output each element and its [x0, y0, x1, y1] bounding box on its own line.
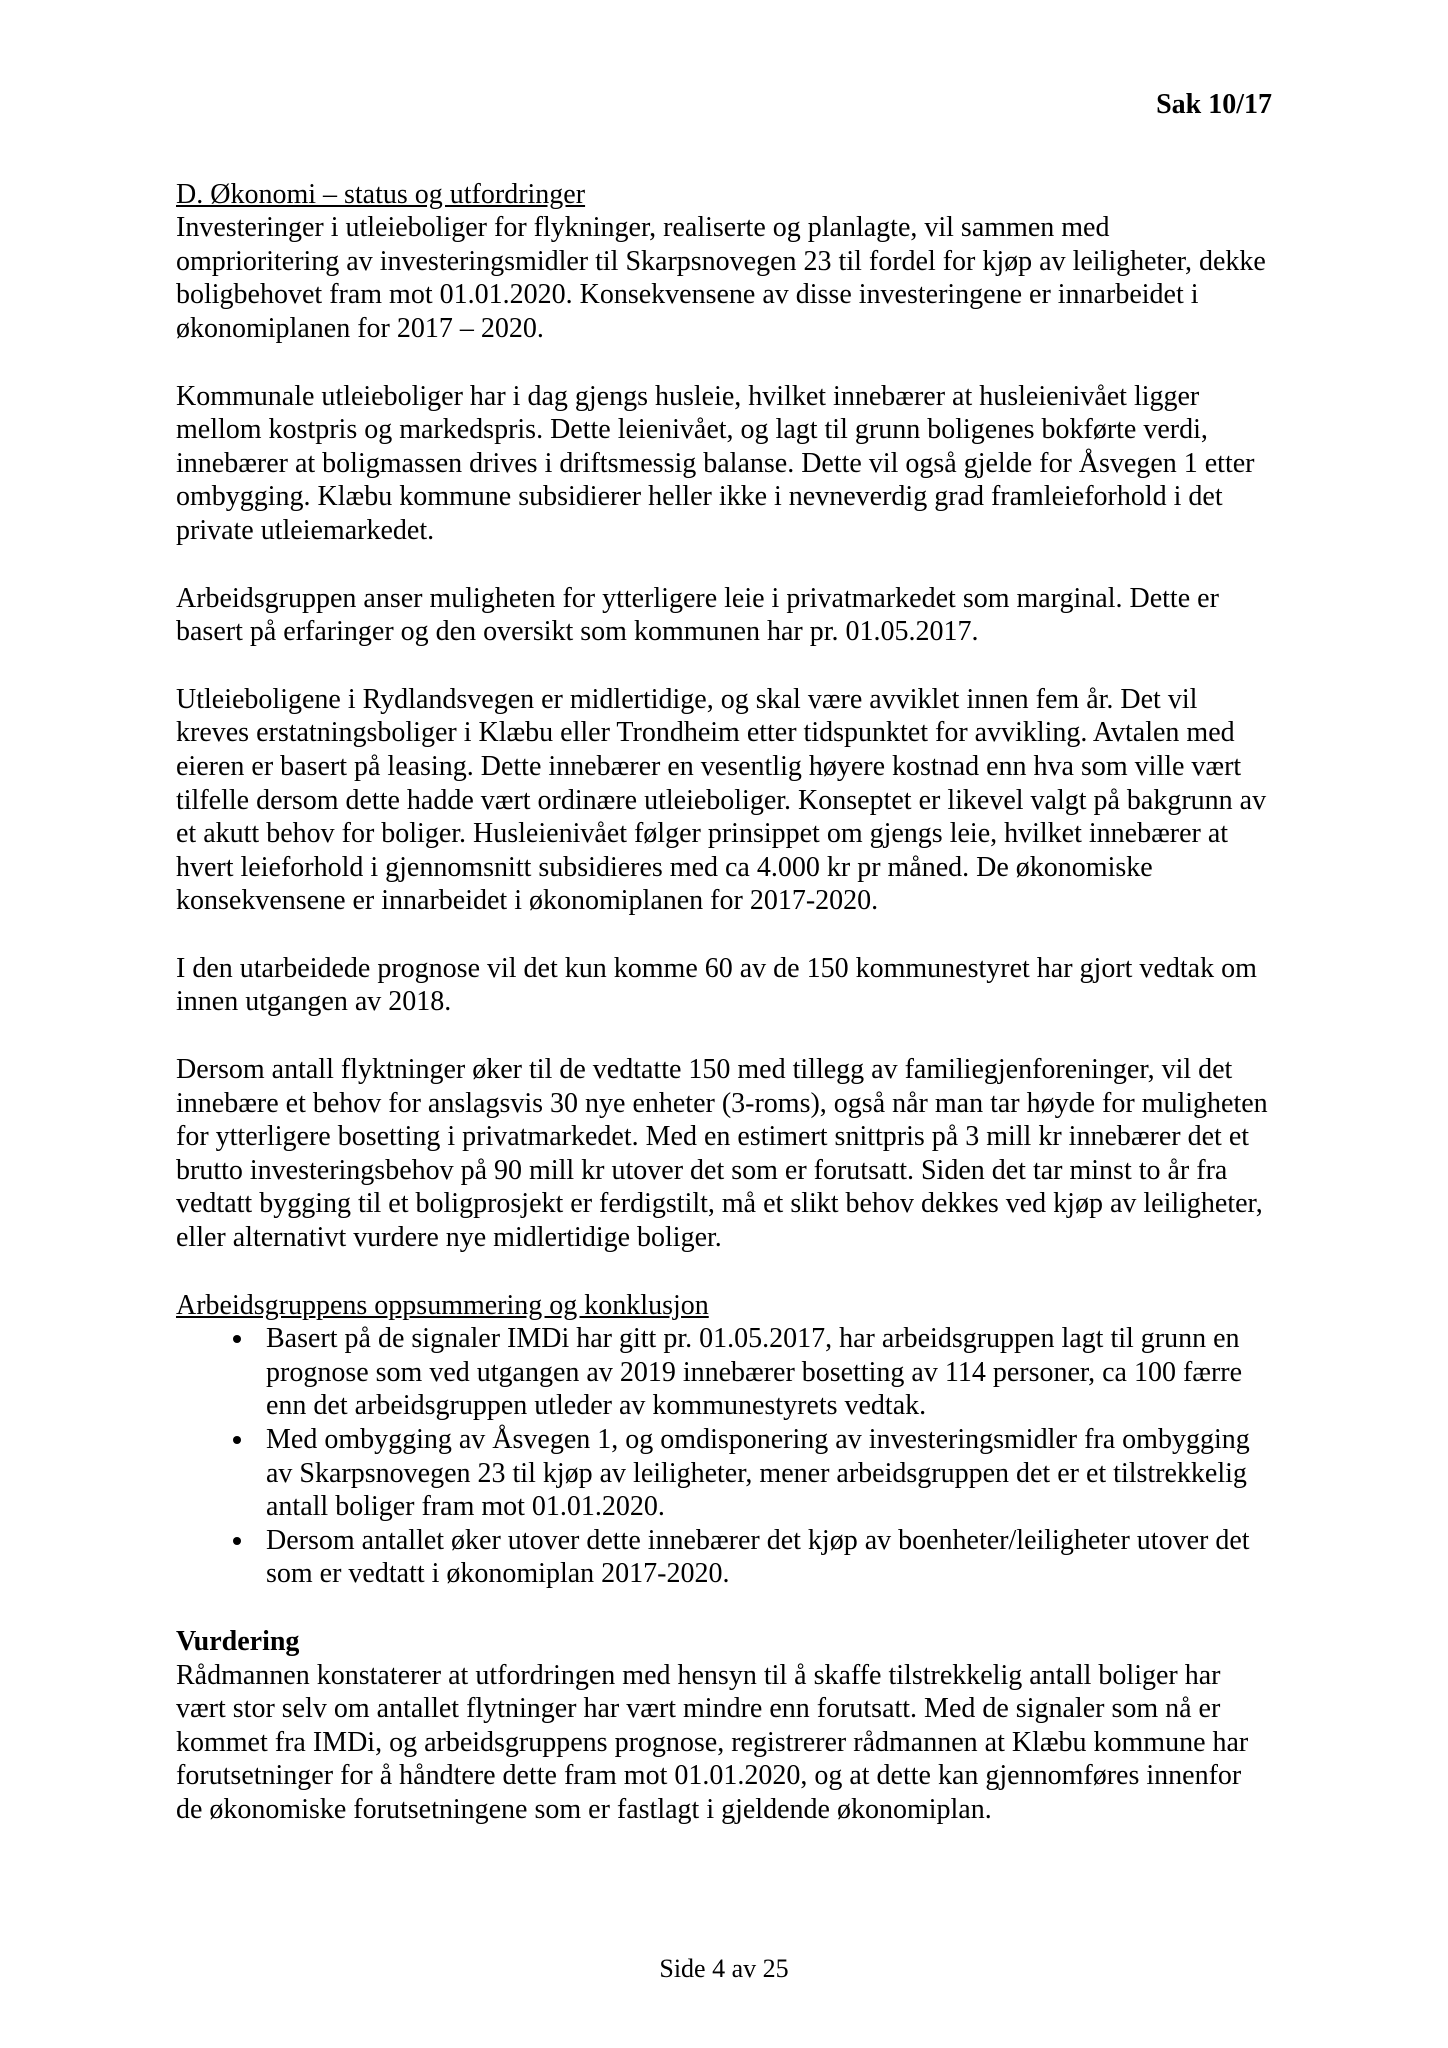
paragraph-refugee-increase: Dersom antall flyktninger øker til de vedtatte 150 med tillegg av familiegjenforeninger, vil det innebære et behov for anslagsvis 30 nye enheter (3-roms), også når man tar høyde for muligheten for ytterligere bosetting i privatmarkedet. Med en estimert snittpris på 3 mill kr innebærer det et brutto investeringsbehov på 90 mill kr utover det som er forutsatt. Siden det tar minst to år fra vedtatt bygging til et boligprosjekt er ferdigstilt, må et slikt behov dekkes ved kjøp av leiligheter, eller alternativt vurdere nye midlertidige boliger. — [176, 1054, 1268, 1254]
paragraph-municipal-rentals: Kommunale utleieboliger har i dag gjengs husleie, hvilket innebærer at husleienivået ligger mellom kostpris og markedspris. Dette leienivået, og lagt til grunn boligenes bokførte verdi, innebærer at boligmassen drives i driftsmessig balanse. Dette vil også gjelde for Åsvegen 1 etter ombygging. Klæbu kommune subsidierer heller ikke i nevneverdig grad framleieforhold i det private utleiemarkedet. — [176, 380, 1255, 546]
page-header — [176, 88, 1272, 122]
paragraph-assessment: Rådmannen konstaterer at utfordringen med hensyn til å skaffe tilstrekkelig antall boliger har vært stor selv om antallet flytninger har vært mindre enn forutsatt. Med de signaler som nå er kommet fra IMDi, og arbeidsgruppens prognose, registrerer rådmannen at Klæbu kommune har forutsetninger for å håndtere dette fram mot 01.01.2020, og at dette kan gjennomføres innenfor de økonomiske forutsetningene som er fastlagt i gjeldende økonomiplan. — [176, 1659, 1249, 1825]
bullet-item-imdi-prognosis: • Basert på de signaler IMDi har gitt pr. 01.05.2017, har arbeidsgruppen lagt til grunn en prognose som ved utgangen av 2019 innebærer bosetting av 114 personer, ca 100 færre enn det arbeidsgruppen utleder av kommunestyrets vedtak. — [256, 1322, 1272, 1423]
page-number-label: Side 4 av 25 — [659, 1953, 789, 1983]
paragraph-prognosis: I den utarbeidede prognose vil det kun komme 60 av de 150 kommunestyret har gjort vedtak om innen utgangen av 2018. — [176, 952, 1257, 1018]
paragraph-rydlandsvegen: Utleieboligene i Rydlandsvegen er midlertidige, og skal være avviklet innen fem år. Det vil kreves erstatningsboliger i Klæbu eller Trondheim etter tidspunktet for avvikling. Avtalen med eieren er basert på leasing. Dette innebærer en vesentlig høyere kostnad enn hva som ville vært tilfelle dersom dette hadde vært ordinære utleieboliger. Konseptet er likevel valgt på bakgrunn av et akutt behov for boliger. Husleienivået følger prinsippet om gjengs leie, hvilket innebærer at hvert leieforhold i gjennomsnitt subsidieres med ca 4.000 kr pr måned. De økonomiske konsekvensene er innarbeidet i økonomiplanen for 2017-2020. — [176, 683, 1267, 917]
page-footer — [0, 1953, 1448, 1984]
conclusion-bullet-list — [176, 1322, 1272, 1591]
bullet-item-rebuild-asvegen: • Med ombygging av Åsvegen 1, og omdisponering av investeringsmidler fra ombygging av Skarpsnovegen 23 til kjøp av leiligheter, mener arbeidsgruppen det er et tilstrekkelig antall boliger fram mot 01.01.2020. — [256, 1423, 1272, 1524]
bullet-item-extra-purchases: • Dersom antallet øker utover dette innebærer det kjøp av boenheter/leiligheter utover det som er vedtatt i økonomiplan 2017-2020. — [256, 1524, 1272, 1591]
heading-economy-status: D. Økonomi – status og utfordringer — [176, 178, 586, 210]
paragraph-private-market: Arbeidsgruppen anser muligheten for ytterligere leie i privatmarkedet som marginal. Dette er basert på erfaringer og den oversikt som kommunen har pr. 01.05.2017. — [176, 582, 1219, 648]
case-number: Sak 10/17 — [1156, 89, 1272, 120]
heading-summary-conclusion: Arbeidsgruppens oppsummering og konklusjon — [176, 1289, 709, 1321]
paragraph-investments: Investeringer i utleieboliger for flykninger, realiserte og planlagte, vil sammen med omprioritering av investeringsmidler til Skarpsnovegen 23 til fordel for kjøp av leiligheter, dekke boligbehovet fram mot 01.01.2020. Konsekvensene av disse investeringene er innarbeidet i økonomiplanen for 2017 – 2020. — [176, 212, 1266, 344]
heading-vurdering: Vurdering — [176, 1625, 300, 1657]
document-content — [176, 178, 1272, 1827]
